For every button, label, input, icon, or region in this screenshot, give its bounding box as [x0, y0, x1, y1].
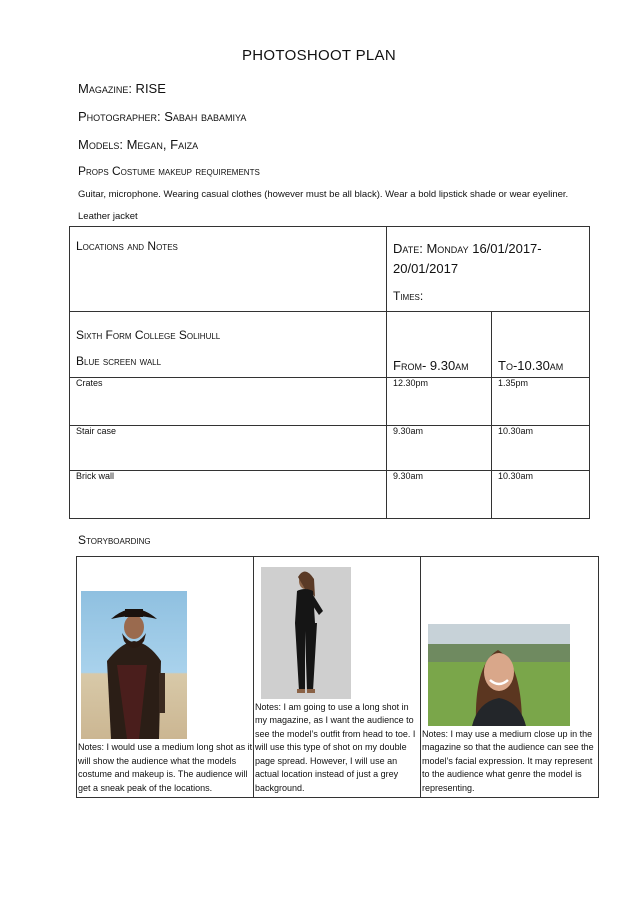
- location-cell: Stair case: [70, 426, 387, 471]
- storyboard-notes: Notes: I would use a medium long shot as it will show the audience what the models costume and makeup is. The audience will get a sneak peak of the locations.: [78, 742, 253, 793]
- model-fullbody-photo: [261, 567, 351, 699]
- props-text: Guitar, microphone. Wearing casual clothes (however must be all black). Wear a bold lipstick shade or wear eyeliner. Leather jacket: [78, 189, 569, 222]
- venue-cell: [70, 312, 387, 378]
- models-line: Models: Megan, Faiza: [78, 137, 199, 152]
- storyboard-notes: Notes: I am going to use a long shot in my magazine, as I want the audience to see the model’s outfit from head to toe. I will use this type of shot on my double page spread. However, I will use an actual location instead of just a grey background.: [255, 701, 416, 793]
- date-cell: [387, 227, 590, 312]
- storyboard-cell: [254, 557, 421, 798]
- location-cell: Crates: [70, 378, 387, 426]
- storyboard-cell: [77, 557, 254, 798]
- storyboard-cell: [421, 557, 599, 798]
- locations-header: Locations and Notes: [76, 239, 178, 253]
- from-cell: 12.30pm: [387, 378, 492, 426]
- from-cell: [387, 312, 492, 378]
- locations-table: [69, 226, 590, 519]
- locations-header-cell: [70, 227, 387, 312]
- pirate-photo: [81, 591, 187, 739]
- props-heading: Props Costume makeup requirements: [78, 164, 260, 178]
- photographer-line: Photographer: Sabah babamiya: [78, 109, 247, 124]
- venue-sub: Blue screen wall: [76, 354, 162, 368]
- to-cell: 10.30am: [492, 471, 590, 519]
- table-row: [70, 378, 590, 426]
- location-cell: Brick wall: [70, 471, 387, 519]
- storyboard-table: [76, 556, 599, 798]
- to-cell: 1.35pm: [492, 378, 590, 426]
- to-time: To-10.30am: [498, 358, 564, 373]
- table-row: [70, 426, 590, 471]
- venue-name: Sixth Form College Solihull: [76, 328, 221, 342]
- magazine-line: Magazine: RISE: [78, 81, 166, 96]
- to-cell: 10.30am: [492, 426, 590, 471]
- model-closeup-photo: [428, 624, 570, 726]
- from-cell: 9.30am: [387, 471, 492, 519]
- storyboard-heading: Storyboarding: [78, 533, 151, 547]
- to-cell: [492, 312, 590, 378]
- from-time: From- 9.30am: [393, 358, 469, 373]
- page-title: PHOTOSHOOT PLAN: [242, 47, 396, 64]
- from-cell: 9.30am: [387, 426, 492, 471]
- table-row: [70, 471, 590, 519]
- times-label: Times:: [393, 289, 424, 303]
- date-text: Date: Monday 16/01/2017-20/01/2017: [393, 241, 542, 276]
- storyboard-notes: Notes: I may use a medium close up in the magazine so that the audience can see the model’s facial expression. It may represent to the audience what genre the model is representing.: [422, 728, 594, 793]
